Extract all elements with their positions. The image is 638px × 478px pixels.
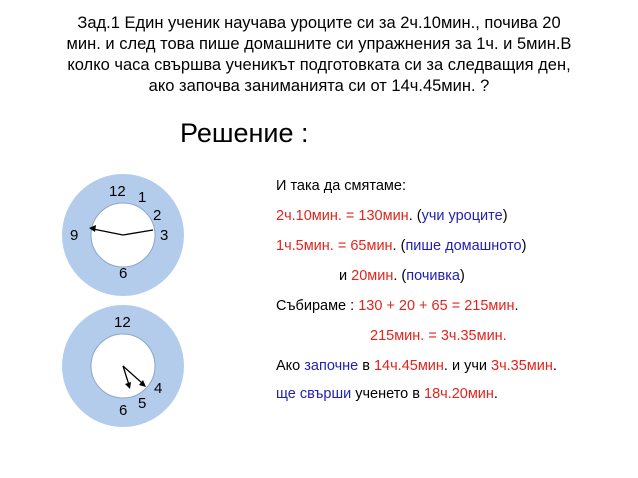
clock-number-12: 12 <box>114 314 131 331</box>
lessons-label: учи уроците <box>421 208 503 224</box>
solution-line-convert: 215мин. = 3ч.35мин. <box>370 328 507 344</box>
clock-number-4: 4 <box>154 380 163 397</box>
problem-line-3: колко часа свършва ученикът подготовката си за следващия ден, <box>67 56 571 74</box>
homework-open: . ( <box>392 238 406 254</box>
problem-statement <box>20 13 618 97</box>
homework-close: ) <box>521 238 527 254</box>
solution-line-sum <box>276 298 519 314</box>
solution-line-start <box>276 358 557 374</box>
solution-heading: Решение : <box>180 118 309 148</box>
clock-number-9: 9 <box>70 227 79 244</box>
rest-value: 20мин <box>351 268 394 284</box>
start-w2: започне <box>304 358 359 374</box>
problem-line-4: ако започва заниманията си от 14ч.45мин. ? <box>148 77 490 95</box>
start-w7: . <box>552 358 557 374</box>
end-w4: . <box>493 386 498 402</box>
homework-label: пише домашното <box>405 238 522 254</box>
clock-number-5: 5 <box>138 395 147 412</box>
lessons-close: ) <box>502 208 508 224</box>
rest-label: почивка <box>406 268 460 284</box>
rest-open: . ( <box>393 268 407 284</box>
clock-number-2: 2 <box>153 207 162 224</box>
clock-start <box>58 172 188 298</box>
clock-number-6: 6 <box>119 402 128 419</box>
rest-close: ) <box>459 268 465 284</box>
study-duration: 3ч.35мин <box>491 358 553 374</box>
sum-prefix: Събираме : <box>276 298 359 314</box>
solution-line-homework <box>276 238 526 254</box>
clock-number-1: 1 <box>138 189 147 206</box>
start-w1: Ако <box>276 358 305 374</box>
solution-line-lessons <box>276 208 508 224</box>
homework-calc: 1ч.5мин. = 65мин <box>276 238 393 254</box>
solution-line-rest <box>339 268 465 284</box>
sum-calc: 130 + 20 + 65 = 215мин <box>358 298 515 314</box>
lessons-calc: 2ч.10мин. = 130мин <box>276 208 409 224</box>
clock-start-graphic <box>58 172 188 298</box>
lessons-open: . ( <box>408 208 422 224</box>
clock-end <box>58 303 188 429</box>
clock-number-12: 12 <box>109 183 126 200</box>
problem-line-1: Зад.1 Един ученик научава уроците си за 2ч.10мин., почива 20 <box>77 14 561 32</box>
rest-and: и <box>339 268 352 284</box>
start-time: 14ч.45мин <box>373 358 444 374</box>
clock-number-6: 6 <box>119 265 128 282</box>
solution-intro: И така да смятаме: <box>276 178 406 194</box>
start-w3: в <box>358 358 374 374</box>
solution-line-end <box>276 386 498 402</box>
end-w2: ученето в <box>351 386 424 402</box>
sum-dot: . <box>514 298 519 314</box>
clock-number-3: 3 <box>160 227 169 244</box>
clock-end-graphic <box>58 303 188 429</box>
end-w1: ще свърши <box>276 386 352 402</box>
start-w5: . и учи <box>443 358 492 374</box>
end-time: 18ч.20мин <box>424 386 494 402</box>
problem-line-2: мин. и след това пише домашните си упражнения за 1ч. и 5мин.В <box>66 35 572 53</box>
